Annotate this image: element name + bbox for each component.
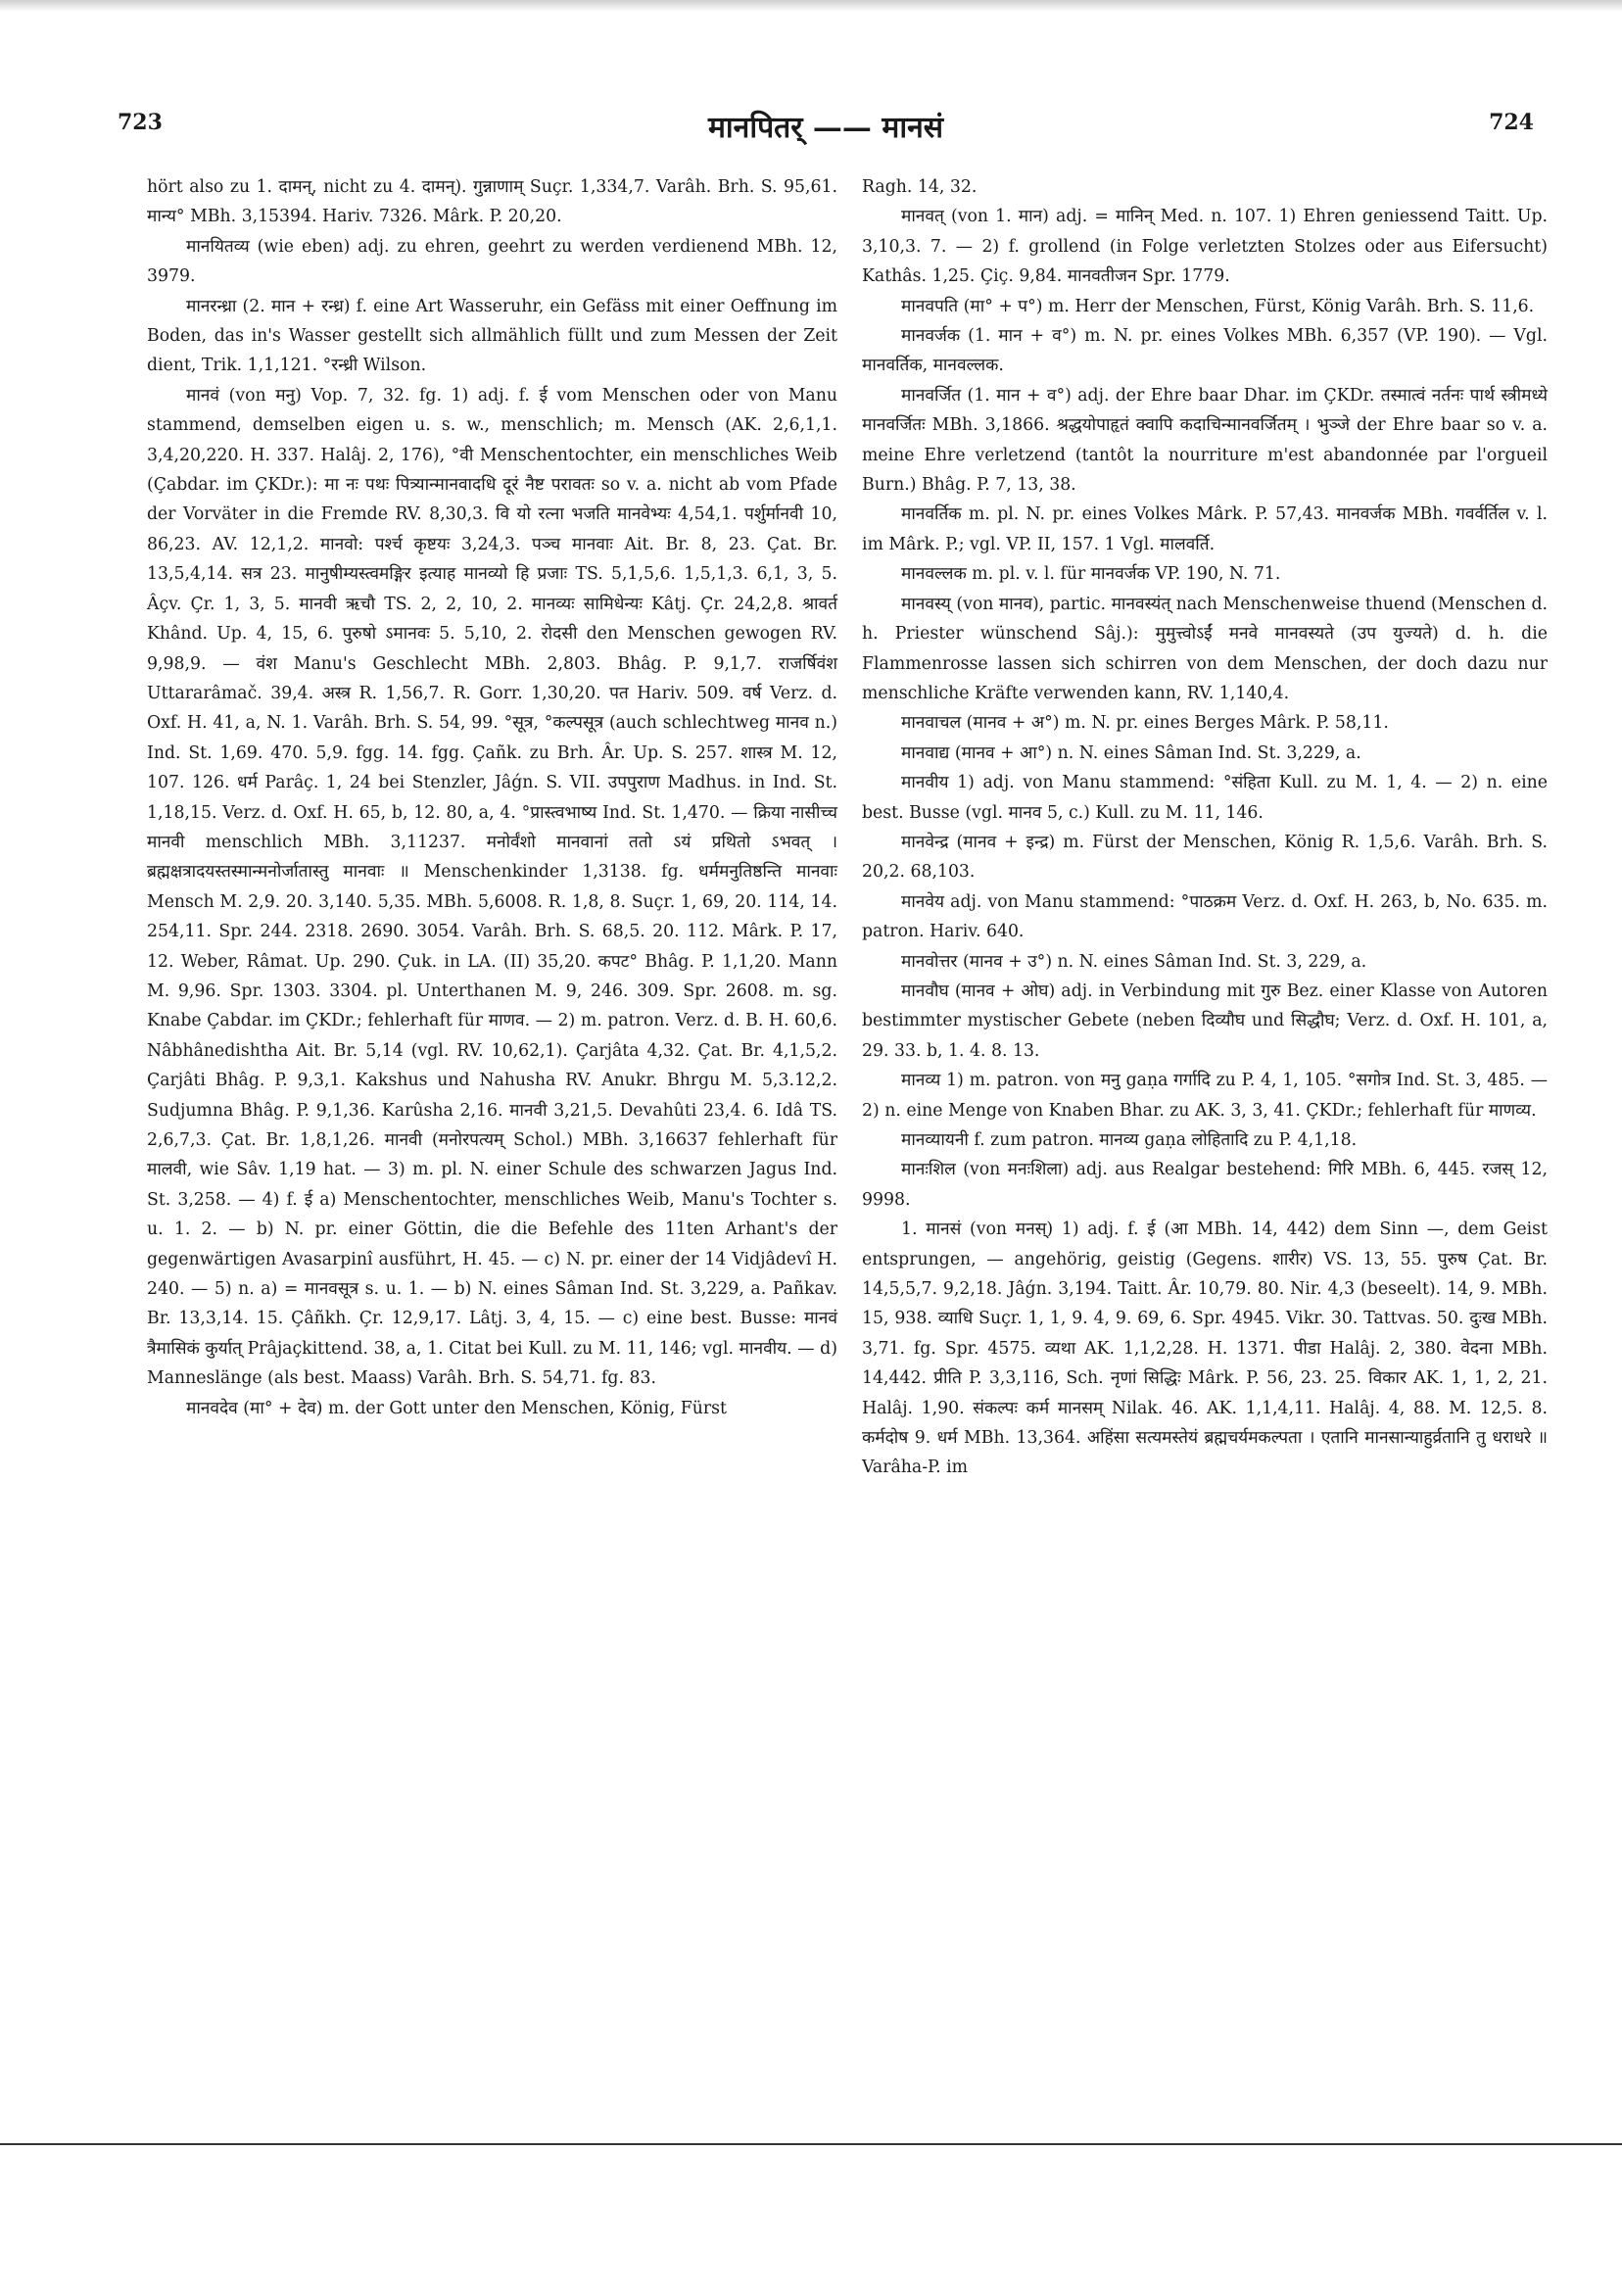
dictionary-entry: मानवत् (von 1. मान) adj. = मानिन् Med. n. 107. 1) Ehren geniessend Taitt. Up. 3,10,3. 7. — 2) f. grollend (in Folge verletzten Stolzes oder aus Eifersucht) Kathâs. 1,25. Çiç. 9,84. मानवतीजन Spr. 1779. <box>862 207 1548 287</box>
dictionary-entry: मानवाचल (मानव + अ°) m. N. pr. eines Berges Mârk. P. 58,11. <box>901 713 1389 734</box>
footer-rule <box>0 2143 1622 2145</box>
dictionary-entry: मानवर्तिक m. pl. N. pr. eines Volkes Mârk. P. 57,43. मानवर्जक MBh. गवर्वर्तिल v. l. im Mârk. P.; vgl. VP. II, 157. 1 Vgl. मालवर्ति. <box>862 504 1548 554</box>
dictionary-entry: मानवपति (मा° + प°) m. Herr der Menschen, Fürst, König Varâh. Brh. S. 11,6. <box>901 296 1535 316</box>
dictionary-entry: मानयितव्य (wie eben) adj. zu ehren, geehrt zu werden verdienend MBh. 12, 3979. <box>147 236 837 287</box>
dictionary-entry: मानवदेव (मा° + देव) m. der Gott unter den Menschen, König, Fürst <box>186 1398 727 1418</box>
page-header <box>118 98 1534 147</box>
dictionary-entry: मानवीय 1) adj. von Manu stammend: °संहिता Kull. zu M. 1, 4. — 2) n. eine best. Busse (vgl. मानव 5, c.) Kull. zu M. 11, 146. <box>862 773 1548 823</box>
dictionary-entry: मानवं (von मनु) Vop. 7, 32. fg. 1) adj. f. ई vom Menschen oder von Manu stammend, demselben eigen u. s. w., menschlich; m. Mensch (AK. 2,6,1,1. 3,4,20,220. H. 337. Halâj. 2, 176), °वी Menschentochter, ein menschliches Weib (Çabdar. im ÇKDr.): मा नः पथः पित्र्यान्मानवादधि दूरं नैष्ट परावतः so v. a. nicht ab vom Pfade der Vorväter in die Fremde RV. 8,30,3. वि यो रत्ना भजति मानवेभ्यः 4,54,1. पर्शुर्मानवी 10, 86,23. AV. 12,1,2. मानवो: पर्श्च कृष्टयः 3,24,3. पञ्च मानवाः Ait. Br. 8, 23. Çat. Br. 13,5,4,14. सत्र 23. मानुषीम्यस्त्वमङ्गिर इत्याह मानव्यो हि प्रजाः TS. 5,1,5,6. 1,5,1,3. 6,1, 3, 5. Âçv. Çr. 1, 3, 5. मानवी ऋचौ TS. 2, 2, 10, 2. मानव्यः सामिधेन्यः Kâtj. Çr. 24,2,8. श्रावर्त Khând. Up. 4, 15, 6. पुरुषो ऽमानवः 5. 5,10, 2. रोदसी den Menschen gewogen RV. 9,98,9. — वंश Manu's Geschlecht MBh. 2,803. Bhâg. P. 9,1,7. राजर्षिवंश Uttararâmač. 39,4. अस्त्र R. 1,56,7. R. Gorr. 1,30,20. पत Hariv. 509. वर्ष Verz. d. Oxf. H. 41, a, N. 1. Varâh. Brh. S. 54, 99. °सूत्र, °कल्पसूत्र (auch schlechtweg मानव n.) Ind. St. 1,69. 470. 5,9. fgg. 14. fgg. Çañk. zu Brh. Âr. Up. S. 257. शास्त्र M. 12, 107. 126. धर्म Parâç. 1, 24 bei Stenzler, Jâǵn. S. VII. उपपुराण Madhus. in Ind. St. 1,18,15. Verz. d. Oxf. H. 65, b, 12. 80, a, 4. °प्रास्त्वभाष्य Ind. St. 1,470. — क्रिया नासीच्च मानवी menschlich MBh. 3,11237. मनोर्वंशो मानवानां ततो ऽयं प्रथितो ऽभवत् । ब्रह्मक्षत्रादयस्तस्मान्मनोर्जातास्तु मानवाः ॥ Menschenkinder 1,3138. fg. धर्ममनुतिष्ठन्ति मानवाः Mensch M. 2,9. 20. 3,140. 5,35. MBh. 5,6008. R. 1,8, 8. Suçr. 1, 69, 20. 114, 14. 254,11. Spr. 244. 2318. 2690. 3054. Varâh. Brh. S. 68,5. 20. 112. Mârk. P. 17, 12. Weber, Râmat. Up. 290. Çuk. in LA. (II) 35,20. कपट° Bhâg. P. 1,1,20. Mann M. 9,96. Spr. 1303. 3304. pl. Unterthanen M. 9, 246. 309. Spr. 2608. m. sg. Knabe Çabdar. im ÇKDr.; fehlerhaft für माणव. — 2) m. patron. Verz. d. B. H. 60,6. Nâbhânedishtha Ait. Br. 5,14 (vgl. RV. 10,62,1). Çarjâta 4,32. Çat. Br. 4,1,5,2. Çarjâti Bhâg. P. 9,3,1. Kakshus und Nahusha RV. Anukr. Bhrgu M. 5,3.12,2. Sudjumna Bhâg. P. 9,1,36. Karûsha 2,16. मानवी 3,21,5. Devahûti 23,4. 6. Idâ TS. 2,6,7,3. Çat. Br. 1,8,1,26. मानवी (मनोरपत्यम् Schol.) MBh. 3,16637 fehlerhaft für मालवी, wie Sâv. 1,19 hat. — 3) m. pl. N. einer Schule des schwarzen Jagus Ind. St. 3,258. — 4) f. ई a) Menschentochter, menschliches Weib, Manu's Tochter s. u. 1. 2. — b) N. pr. einer Göttin, die die Befehle des 11ten Arhant's der gegenwärtigen Avasarpinî ausführt, H. 45. — c) N. pr. einer der 14 Vidjâdevî H. 240. — 5) n. a) = मानवसूत्र s. u. 1. — b) N. eines Sâman Ind. St. 3,229, a. Pañkav. Br. 13,3,14. 15. Çâñkh. Çr. 12,9,17. Lâtj. 3, 4, 15. — c) eine best. Busse: मानवं त्रैमासिकं कुर्यात् Prâjaçkittend. 38, a, 1. Citat bei Kull. zu M. 11, 146; vgl. मानवीय. — d) Manneslänge (als best. Maass) Varâh. Brh. S. 54,71. fg. 83. <box>147 385 837 1389</box>
dictionary-entry: मानवाद्य (मानव + आ°) n. N. eines Sâman Ind. St. 3,229, a. <box>901 742 1361 763</box>
dictionary-entry: मानवर्जित (1. मान + व°) adj. der Ehre baar Dhar. im ÇKDr. तस्मात्वं नर्तनः पार्थ स्त्रीमध्ये मानवर्जितः MBh. 3,1866. श्रद्धयोपाहृतं क्वापि कदाचिन्मानवर्जितम् । भुञ्जे der Ehre baar so v. a. meine Ehre verletzend (tantôt la nourriture m'est abandonnée par l'orgueil Burn.) Bhâg. P. 7, 13, 38. <box>862 385 1548 496</box>
dictionary-entry: मानवल्लक m. pl. v. l. für मानवर्जक VP. 190, N. 71. <box>901 564 1281 585</box>
dictionary-entry: मानवेय adj. von Manu stammend: °पाठक्रम Verz. d. Oxf. H. 263, b, No. 635. m. patron. Hariv. 640. <box>862 891 1548 942</box>
entry-continuation: hört also zu 1. दामन्, nicht zu 4. दामन्). गुन्नाणाम् Suçr. 1,334,7. Varâh. Brh. S. 95,61. मान्य° MBh. 3,15394. Hariv. 7326. Mârk. P. 20,20. <box>147 177 837 227</box>
dictionary-entry: मानवौघ (मानव + ओघ) adj. in Verbindung mit गुरु Bez. einer Klasse von Autoren bestimmter mystischer Gebete (neben दिव्यौघ und सिद्धौघ; Verz. d. Oxf. H. 101, a, 29. 33. b, 1. 4. 8. 13. <box>862 981 1548 1061</box>
dictionary-entry: मानव्य 1) m. patron. von मनु gaṇa गर्गादि zu P. 4, 1, 105. °सगोत्र Ind. St. 3, 485. — 2) n. eine Menge von Knaben Bhar. zu AK. 3, 3, 41. ÇKDr.; fehlerhaft für माणव्य. <box>862 1071 1548 1121</box>
scan-edge <box>0 0 1622 12</box>
right-column <box>862 172 1548 1483</box>
dictionary-entry: मानःशिल (von मनःशिला) adj. aus Realgar bestehend: गिरि MBh. 6, 445. रजस् 12, 9998. <box>862 1160 1548 1210</box>
dictionary-entry: मानव्यायनी f. zum patron. मानव्य gaṇa लोहितादि zu P. 4,1,18. <box>901 1130 1358 1150</box>
page-number-left: 723 <box>118 110 163 135</box>
dictionary-entry: मानवोत्तर (मानव + उ°) n. N. eines Sâman Ind. St. 3, 229, a. <box>901 951 1367 972</box>
page-number-right: 724 <box>1489 110 1534 135</box>
dictionary-entry: मानवर्जक (1. मान + व°) m. N. pr. eines Volkes MBh. 6,357 (VP. 190). — Vgl. मानवर्तिक, मानवल्लक. <box>862 326 1548 376</box>
dictionary-entry: मानवेन्द्र (मानव + इन्द्र) m. Fürst der Menschen, König R. 1,5,6. Varâh. Brh. S. 20,2. 68,103. <box>862 832 1548 883</box>
running-title: मानपितर् —— मानसं <box>707 111 944 145</box>
dictionary-entry: मानवस्य् (von मानव), partic. मानवस्यंत् nach Menschenweise thuend (Menschen d. h. Priester wünschend Sâj.): मुमुत्त्वोऽईं मनवे मानवस्यते (उप युज्यते) d. h. die Flammenrosse lassen sich schirren von dem Menschen, der doch dazu nur menschliche Kräfte verwenden kann, RV. 1,140,4. <box>862 594 1548 703</box>
entry-continuation: Ragh. 14, 32. <box>862 177 978 197</box>
left-column <box>147 172 837 1423</box>
dictionary-entry: 1. मानसं (von मनस्) 1) adj. f. ई (आ MBh. 14, 442) dem Sinn —, dem Geist entsprungen, — angehörig, geistig (Gegens. शारीर) VS. 13, 55. पुरुष Çat. Br. 14,5,5,7. 9,2,18. Jâǵn. 3,194. Taitt. Âr. 10,79. 80. Nir. 4,3 (beseelt). 14, 9. MBh. 15, 938. व्याधि Suçr. 1, 1, 9. 4, 9. 69, 6. Spr. 4945. Vikr. 30. Tattvas. 50. दुःख MBh. 3,71. fg. Spr. 4575. व्यथा AK. 1,1,2,28. H. 1371. पीडा Halâj. 2, 380. वेदना MBh. 14,442. प्रीति P. 3,3,116, Sch. नृणां सिद्धिः Mârk. P. 56, 23. 25. विकार AK. 1, 1, 2, 21. Halâj. 1,90. संकल्पः कर्म मानसम् Nilak. 46. AK. 1,1,4,11. Halâj. 4, 88. M. 12,5. 8. कर्मदोष 9. धर्म MBh. 13,364. अहिंसा सत्यमस्तेयं ब्रह्मचर्यमकल्पता । एतानि मानसान्याहुर्व्रतानि तु धराधरे ॥ Varâha-P. im <box>862 1220 1548 1478</box>
dictionary-entry: मानरन्ध्रा (2. मान + रन्ध्र) f. eine Art Wasseruhr, ein Gefäss mit einer Oeffnung im Boden, das in's Wasser gestellt sich allmählich füllt und zum Messen der Zeit dient, Trik. 1,1,121. °रन्ध्री Wilson. <box>147 296 837 376</box>
